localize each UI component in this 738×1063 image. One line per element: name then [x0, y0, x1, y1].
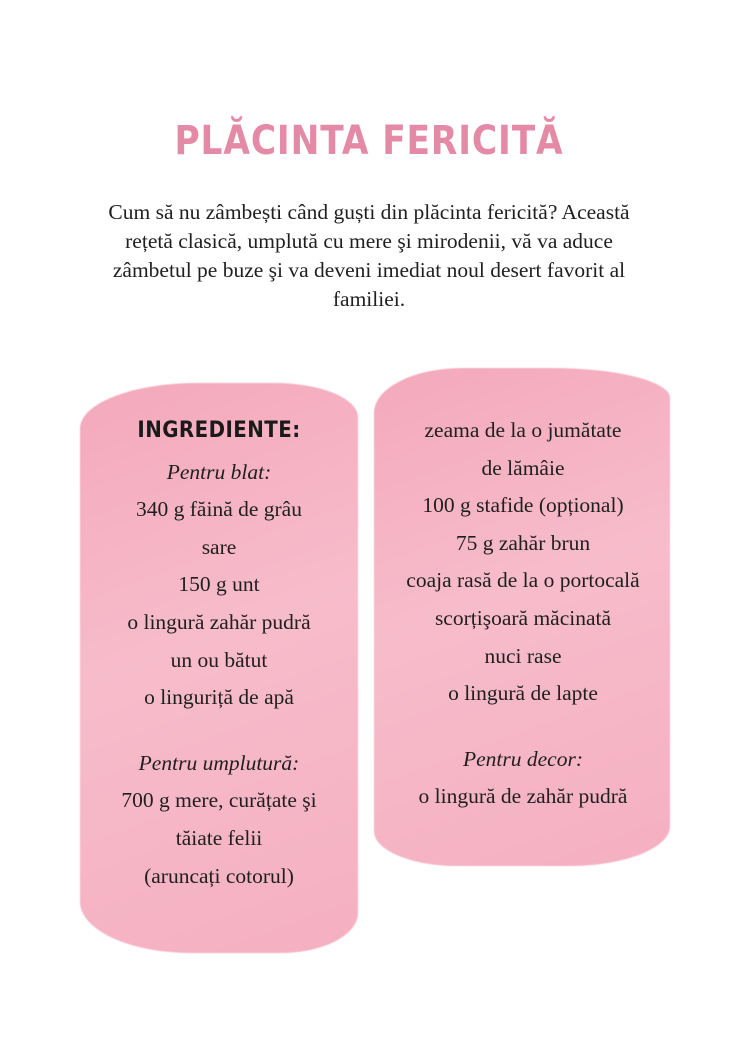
ingredient-item: de lămâie: [481, 455, 565, 480]
blat-label: Pentru blat:: [166, 459, 272, 484]
ingredient-item: tăiate felii: [175, 825, 263, 850]
decor-label: Pentru decor:: [462, 746, 583, 771]
ingredient-item: 75 g zahăr brun: [455, 530, 591, 555]
umplutura-label: Pentru umplutură:: [138, 750, 300, 775]
ingredients-column-right: [378, 412, 668, 816]
ingredient-item: zeama de la o jumătate: [424, 418, 622, 442]
ingredient-item: scorțişoară măcinată: [434, 605, 612, 630]
ingredient-item: 150 g unt: [178, 572, 260, 597]
ingredient-item: nuci rase: [484, 643, 562, 668]
ingredient-item: o linguriță de apă: [144, 685, 294, 710]
recipe-title: PLĂCINTA FERICITĂ: [174, 118, 564, 164]
ingredients-heading: INGREDIENTE:: [137, 418, 301, 443]
ingredient-item: un ou bătut: [170, 647, 268, 672]
ingredient-item: coaja rasă de la o portocală: [406, 568, 640, 593]
ingredient-item: (aruncați cotorul): [144, 863, 294, 888]
ingredient-item: 100 g stafide (opțional): [422, 493, 624, 518]
recipe-intro: Cum să nu zâmbești când guști din plăcinta fericită? Această rețetă clasică, umplută cu mere şi mirodenii, vă va aduce zâmbetul pe buze şi va deveni imediat noul desert favorit al familiei.: [108, 200, 630, 311]
ingredient-item: 340 g făină de grâu: [136, 497, 302, 522]
ingredient-item: 700 g mere, curățate şi: [121, 788, 317, 813]
ingredient-item: sare: [201, 534, 237, 559]
ingredient-item: o lingură zahăr pudră: [127, 609, 311, 634]
ingredient-item: o lingură de zahăr pudră: [418, 784, 628, 809]
ingredients-column-left: [96, 412, 342, 895]
ingredient-item: o lingură de lapte: [448, 681, 598, 706]
